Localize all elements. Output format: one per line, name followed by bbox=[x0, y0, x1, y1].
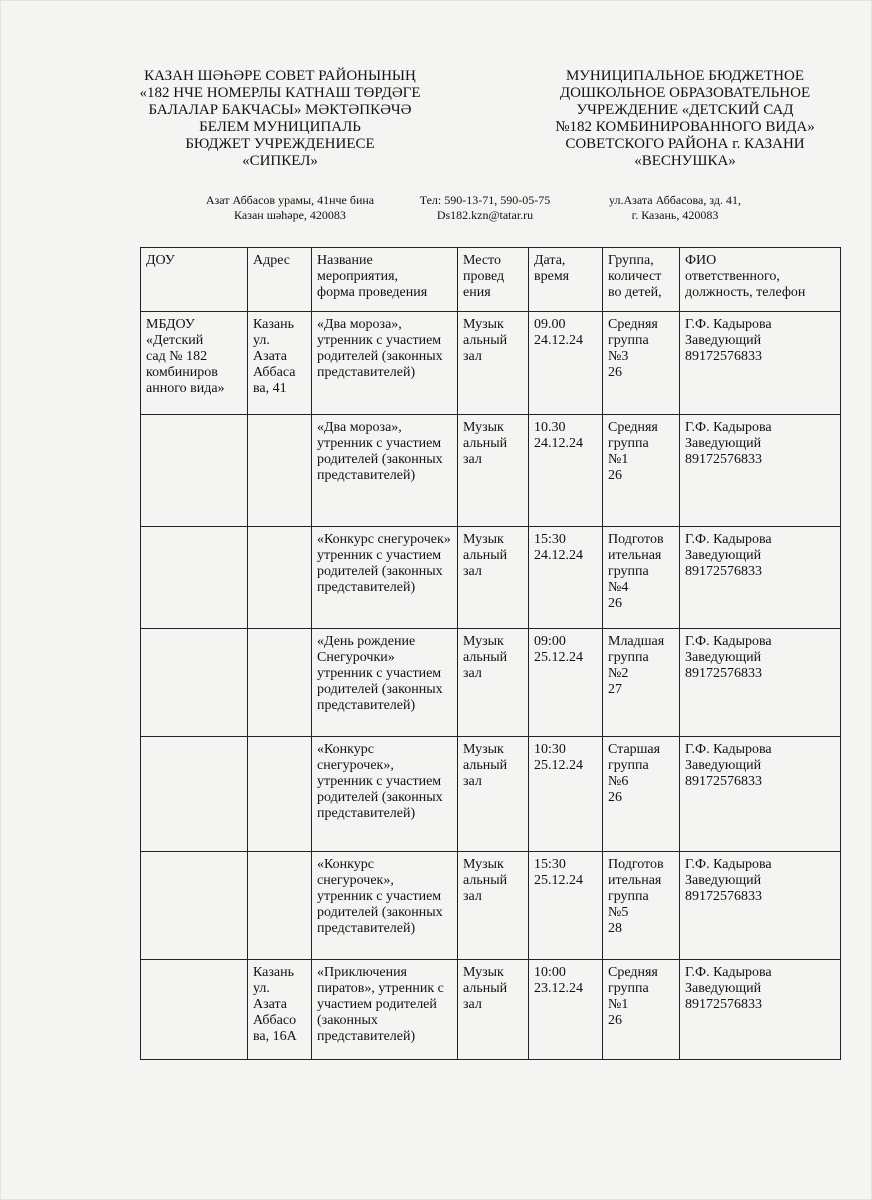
table-row bbox=[141, 415, 841, 527]
header-russian-line: МУНИЦИПАЛЬНОЕ БЮДЖЕТНОЕ bbox=[565, 68, 805, 84]
cell-responsible: Г.Ф. Кадырова Заведующий 89172576833 bbox=[680, 527, 841, 629]
cell-group: Младшая группа №2 27 bbox=[603, 629, 680, 737]
address-line: ул.Азата Аббасова, зд. 41, bbox=[609, 193, 741, 207]
cell-address: Казань ул. Азата Аббаса ва, 41 bbox=[248, 312, 312, 415]
cell-event: «Два мороза», утренник с участием родителей (законных представителей) bbox=[312, 415, 458, 527]
events-table bbox=[140, 247, 841, 1060]
cell-responsible: Г.Ф. Кадырова Заведующий 89172576833 bbox=[680, 629, 841, 737]
cell-event: «День рождение Снегурочки» утренник с участием родителей (законных представителей) bbox=[312, 629, 458, 737]
header-tatar-line: БАЛАЛАР БАКЧАСЫ» МӘКТӘПКӘЧӘ bbox=[148, 102, 412, 118]
contact-phone-email bbox=[385, 193, 585, 223]
cell-dou bbox=[141, 737, 248, 852]
cell-address bbox=[248, 527, 312, 629]
cell-event: «Конкурс снегурочек», утренник с участием родителей (законных представителей) bbox=[312, 737, 458, 852]
header-russian-line: СОВЕТСКОГО РАЙОНА г. КАЗАНИ bbox=[565, 136, 805, 152]
cell-dou bbox=[141, 960, 248, 1060]
col-header-datetime: Дата, время bbox=[529, 248, 603, 312]
cell-place: Музык альный зал bbox=[458, 960, 529, 1060]
cell-datetime: 15:30 24.12.24 bbox=[529, 527, 603, 629]
cell-event: «Конкурс снегурочек», утренник с участием родителей (законных представителей) bbox=[312, 852, 458, 960]
cell-group: Подготов ительная группа №5 28 bbox=[603, 852, 680, 960]
cell-dou bbox=[141, 629, 248, 737]
header-tatar bbox=[100, 68, 460, 170]
col-header-place: Место провед ения bbox=[458, 248, 529, 312]
header-tatar-line: БЮДЖЕТ УЧРЕЖДЕНИЕСЕ bbox=[185, 136, 375, 152]
header-russian-line: №182 КОМБИНИРОВАННОГО ВИДА» bbox=[555, 119, 815, 135]
cell-group: Старшая группа №6 26 bbox=[603, 737, 680, 852]
cell-dou bbox=[141, 527, 248, 629]
cell-address bbox=[248, 629, 312, 737]
cell-datetime: 09.00 24.12.24 bbox=[529, 312, 603, 415]
cell-group: Средняя группа №1 26 bbox=[603, 960, 680, 1060]
col-header-address: Адрес bbox=[248, 248, 312, 312]
col-header-event: Название мероприятия, форма проведения bbox=[312, 248, 458, 312]
cell-place: Музык альный зал bbox=[458, 527, 529, 629]
table-row bbox=[141, 852, 841, 960]
address-line: Азат Аббасов урамы, 41нче бина bbox=[205, 193, 375, 207]
cell-address bbox=[248, 852, 312, 960]
cell-dou bbox=[141, 415, 248, 527]
col-header-dou: ДОУ bbox=[141, 248, 248, 312]
cell-datetime: 10.30 24.12.24 bbox=[529, 415, 603, 527]
phone-line: Тел: 590-13-71, 590-05-75 bbox=[419, 193, 551, 207]
header-tatar-line: «182 НЧЕ НОМЕРЛЫ КАТНАШ ТӨРДӘГЕ bbox=[139, 85, 421, 101]
table-row bbox=[141, 629, 841, 737]
cell-datetime: 10:30 25.12.24 bbox=[529, 737, 603, 852]
cell-place: Музык альный зал bbox=[458, 415, 529, 527]
header-russian-line: «ВЕСНУШКА» bbox=[634, 153, 736, 169]
col-header-group: Группа, количест во детей, bbox=[603, 248, 680, 312]
header-russian bbox=[505, 68, 865, 170]
cell-event: «Два мороза», утренник с участием родителей (законных представителей) bbox=[312, 312, 458, 415]
cell-event: «Приключения пиратов», утренник с участием родителей (законных представителей) bbox=[312, 960, 458, 1060]
contact-russian-address bbox=[570, 193, 780, 223]
cell-responsible: Г.Ф. Кадырова Заведующий 89172576833 bbox=[680, 737, 841, 852]
header-russian-line: УЧРЕЖДЕНИЕ «ДЕТСКИЙ САД bbox=[576, 102, 794, 118]
cell-event: «Конкурс снегурочек» утренник с участием родителей (законных представителей) bbox=[312, 527, 458, 629]
cell-group: Средняя группа №3 26 bbox=[603, 312, 680, 415]
header-russian-line: ДОШКОЛЬНОЕ ОБРАЗОВАТЕЛЬНОЕ bbox=[559, 85, 811, 101]
cell-address: Казань ул. Азата Аббасо ва, 16А bbox=[248, 960, 312, 1060]
cell-responsible: Г.Ф. Кадырова Заведующий 89172576833 bbox=[680, 415, 841, 527]
cell-address bbox=[248, 737, 312, 852]
cell-dou: МБДОУ «Детский сад № 182 комбиниров анного вида» bbox=[141, 312, 248, 415]
cell-place: Музык альный зал bbox=[458, 629, 529, 737]
table-row bbox=[141, 312, 841, 415]
email-line: Ds182.kzn@tatar.ru bbox=[436, 208, 534, 222]
cell-place: Музык альный зал bbox=[458, 737, 529, 852]
cell-datetime: 09:00 25.12.24 bbox=[529, 629, 603, 737]
cell-datetime: 10:00 23.12.24 bbox=[529, 960, 603, 1060]
table-row bbox=[141, 960, 841, 1060]
city-line: Казан шәһәре, 420083 bbox=[234, 208, 346, 222]
header-tatar-line: БЕЛЕМ МУНИЦИПАЛЬ bbox=[199, 119, 361, 135]
cell-group: Средняя группа №1 26 bbox=[603, 415, 680, 527]
table-row bbox=[141, 737, 841, 852]
header-tatar-line: КАЗАН ШӘҺӘРЕ СОВЕТ РАЙОНЫНЫҢ bbox=[144, 68, 416, 84]
cell-address bbox=[248, 415, 312, 527]
cell-datetime: 15:30 25.12.24 bbox=[529, 852, 603, 960]
col-header-responsible: ФИО ответственного, должность, телефон bbox=[680, 248, 841, 312]
table-header-row bbox=[141, 248, 841, 312]
cell-responsible: Г.Ф. Кадырова Заведующий 89172576833 bbox=[680, 852, 841, 960]
cell-dou bbox=[141, 852, 248, 960]
header-tatar-line: «СИПКЕЛ» bbox=[242, 153, 318, 169]
cell-group: Подготов ительная группа №4 26 bbox=[603, 527, 680, 629]
table-row bbox=[141, 527, 841, 629]
contact-tatar-address bbox=[170, 193, 410, 223]
cell-responsible: Г.Ф. Кадырова Заведующий 89172576833 bbox=[680, 312, 841, 415]
cell-place: Музык альный зал bbox=[458, 312, 529, 415]
city-line: г. Казань, 420083 bbox=[631, 208, 719, 222]
cell-responsible: Г.Ф. Кадырова Заведующий 89172576833 bbox=[680, 960, 841, 1060]
cell-place: Музык альный зал bbox=[458, 852, 529, 960]
